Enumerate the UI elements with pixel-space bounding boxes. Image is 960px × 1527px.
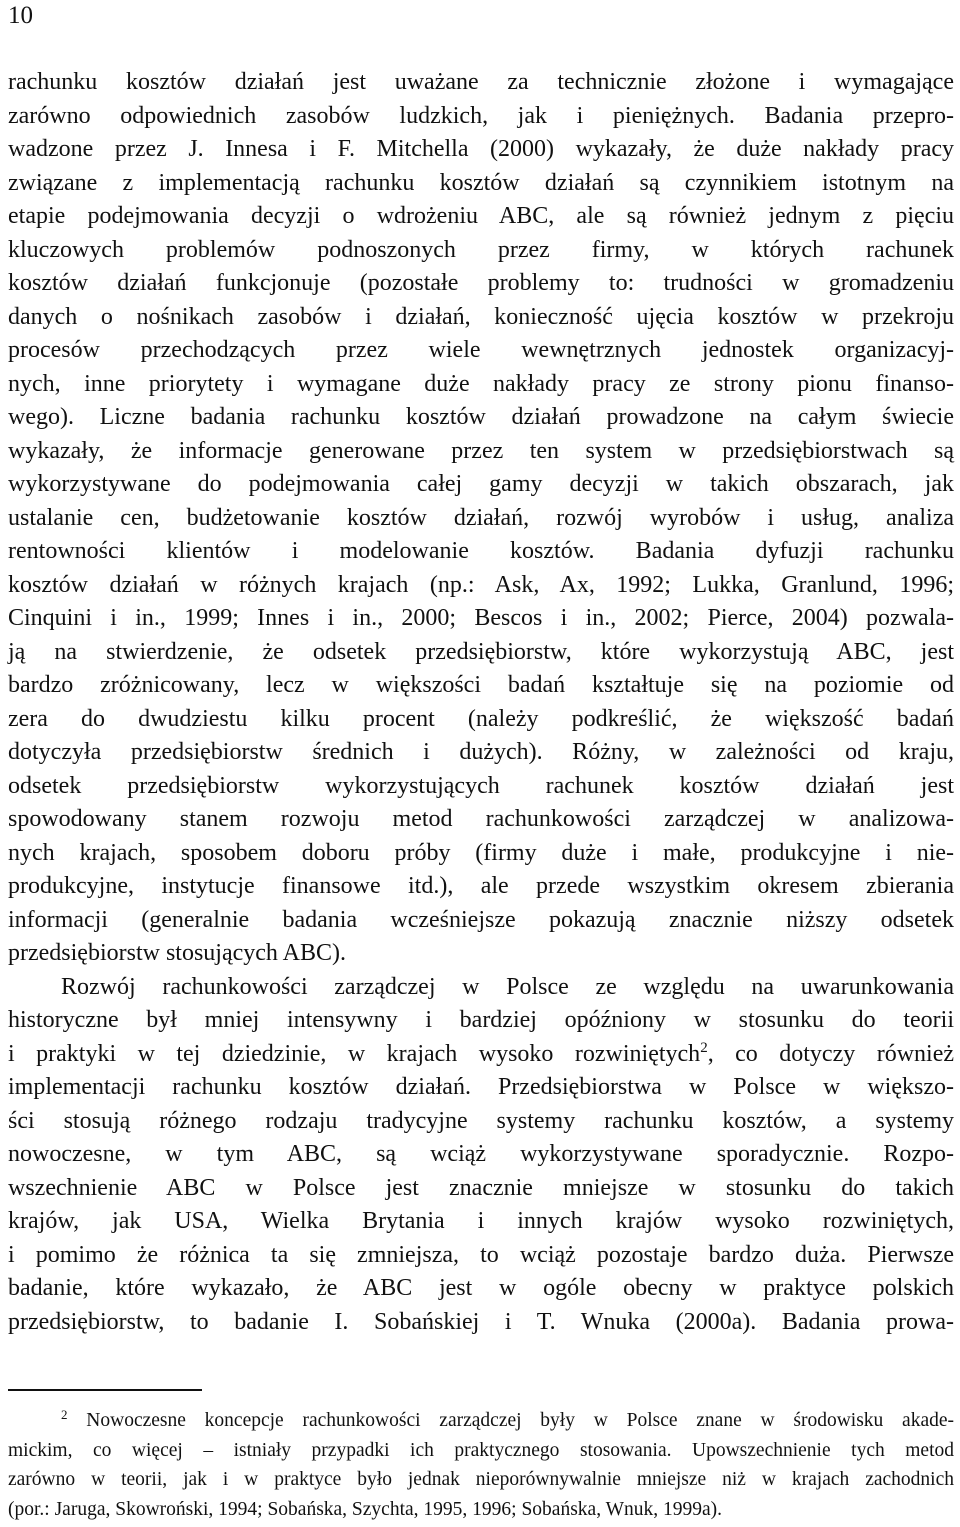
text-line: przedsiębiorstw, to badanie I. Sobańskiej i T. Wnuka (2000a). Badania prowa- [8, 1308, 954, 1335]
text-line: krajów, jak USA, Wielka Brytania i innych krajów wysoko rozwiniętych, [8, 1208, 954, 1234]
text-line: wadzone przez J. Innesa i F. Mitchella (2000) wykazały, że duże nakłady pracy [8, 136, 954, 162]
footnote-text: Nowoczesne koncepcje rachunkowości zarządczej były w Polsce znane w środowisku akade- [86, 1410, 955, 1431]
text-line: odsetek przedsiębiorstw wykorzystujących rachunek kosztów działań jest [8, 772, 954, 799]
text-line: zarówno odpowiednich zasobów ludzkich, jak i pieniężnych. Badania przepro- [8, 102, 954, 129]
text-line: rentowności klientów i modelowanie kosztów. Badania dyfuzji rachunku [8, 538, 954, 564]
text-fragment: i praktyki w tej dziedzinie, w krajach wysoko rozwiniętych [8, 1040, 701, 1067]
text-line-with-footnote [8, 1038, 954, 1072]
text-line: danych o nośnikach zasobów i działań, konieczność ujęcia kosztów w przekroju [8, 303, 954, 330]
text-line: etapie podejmowania decyzji o wdrożeniu ABC, ale są również jednym z pięciu [8, 203, 954, 229]
text-line: ją na stwierdzenie, że odsetek przedsiębiorstw, które wykorzystują ABC, jest [8, 638, 954, 665]
footnote-line: zarówno w teorii, jak i w praktyce było jednak nieporównywalnie mniejsze niż w krajach zachodnich [8, 1469, 954, 1490]
text-line: ustalanie cen, budżetowanie kosztów działań, rozwój wyrobów i usług, analiza [8, 504, 954, 531]
text-line: związane z implementacją rachunku kosztów działań są czynnikiem istotnym na [8, 169, 954, 196]
footnote-line [8, 1406, 954, 1436]
text-line: rachunku kosztów działań jest uważane za technicznie złożone i wymagające [8, 69, 954, 95]
text-line: zera do dwudziestu kilku procent (należy podkreślić, że większość badań [8, 705, 954, 732]
text-line: i pomimo że różnica ta się zmniejsza, to wciąż pozostaje bardzo duża. Pierwsze [8, 1241, 954, 1268]
footnote [8, 1406, 954, 1524]
text-line: nowoczesne, w tym ABC, są wciąż wykorzystywane sporadycznie. Rozpo- [8, 1141, 954, 1167]
text-line: procesów przechodzących przez wiele wewnętrznych jednostek organizacyj- [8, 337, 954, 363]
body-text [8, 66, 954, 1339]
text-line: badanie, które wykazało, że ABC jest w ogóle obecny w praktyce polskich [8, 1275, 954, 1301]
text-line: historyczne był mniej intensywny i bardziej opóźniony w stosunku do teorii [8, 1007, 954, 1033]
paragraph-last-line: przedsiębiorstw stosujących ABC). [8, 940, 346, 966]
footnote-reference[interactable]: 2 [700, 1039, 708, 1056]
paragraph-first-line: Rozwój rachunkowości zarządczej w Polsce ze względu na uwarunkowania [61, 973, 954, 1000]
text-line: produkcyjne, instytucje finansowe itd.), ale przede wszystkim okresem zbierania [8, 873, 954, 899]
text-line: nych krajach, sposobem doboru próby (firmy duże i małe, produkcyjne i nie- [8, 839, 954, 866]
text-fragment: , co dotyczy również [707, 1040, 954, 1067]
text-line: kosztów działań w różnych krajach (np.: Ask, Ax, 1992; Lukka, Granlund, 1996; [8, 571, 954, 598]
text-line: informacji (generalnie badania wcześniejsze pokazują znacznie niższy odsetek [8, 906, 954, 933]
text-line: dotyczyła przedsiębiorstw średnich i dużych). Różny, w zależności od kraju, [8, 739, 954, 765]
footnote-line: (por.: Jaruga, Skowroński, 1994; Sobańska, Szychta, 1995, 1996; Sobańska, Wnuk, 1999a). [8, 1498, 723, 1520]
text-line: kluczowych problemów podnoszonych przez firmy, w których rachunek [8, 236, 954, 263]
text-line: wykazały, że informacje generowane przez ten system w przedsiębiorstwach są [8, 437, 954, 464]
text-line: implementacji rachunku kosztów działań. Przedsiębiorstwa w Polsce w większo- [8, 1074, 954, 1100]
footnote-line: mickim, co więcej – istniały przypadki ich praktycznego stosowania. Upowszechnienie tych metod [8, 1439, 954, 1461]
text-line: kosztów działań funkcjonuje (pozostałe problemy to: trudności w gromadzeniu [8, 270, 954, 296]
text-line: nych, inne priorytety i wymagane duże nakłady pracy ze strony pionu finanso- [8, 370, 954, 397]
text-line: wykorzystywane do podejmowania całej gamy decyzji w takich obszarach, jak [8, 471, 954, 497]
page-number: 10 [8, 2, 33, 29]
text-line: wego). Liczne badania rachunku kosztów działań prowadzone na całym świecie [8, 404, 954, 430]
text-line: spowodowany stanem rozwoju metod rachunkowości zarządczej w analizowa- [8, 806, 954, 832]
text-line: wszechnienie ABC w Polsce jest znacznie mniejsze w stosunku do takich [8, 1174, 954, 1201]
footnote-marker: 2 [61, 1407, 68, 1422]
footnote-separator [8, 1389, 202, 1391]
text-line: ści stosują różnego rodzaju tradycyjne systemy rachunku kosztów, a systemy [8, 1107, 954, 1134]
text-line: bardzo zróżnicowany, lecz w większości badań kształtuje się na poziomie od [8, 672, 954, 698]
text-line: Cinquini i in., 1999; Innes i in., 2000; Bescos i in., 2002; Pierce, 2004) pozwala- [8, 605, 954, 631]
